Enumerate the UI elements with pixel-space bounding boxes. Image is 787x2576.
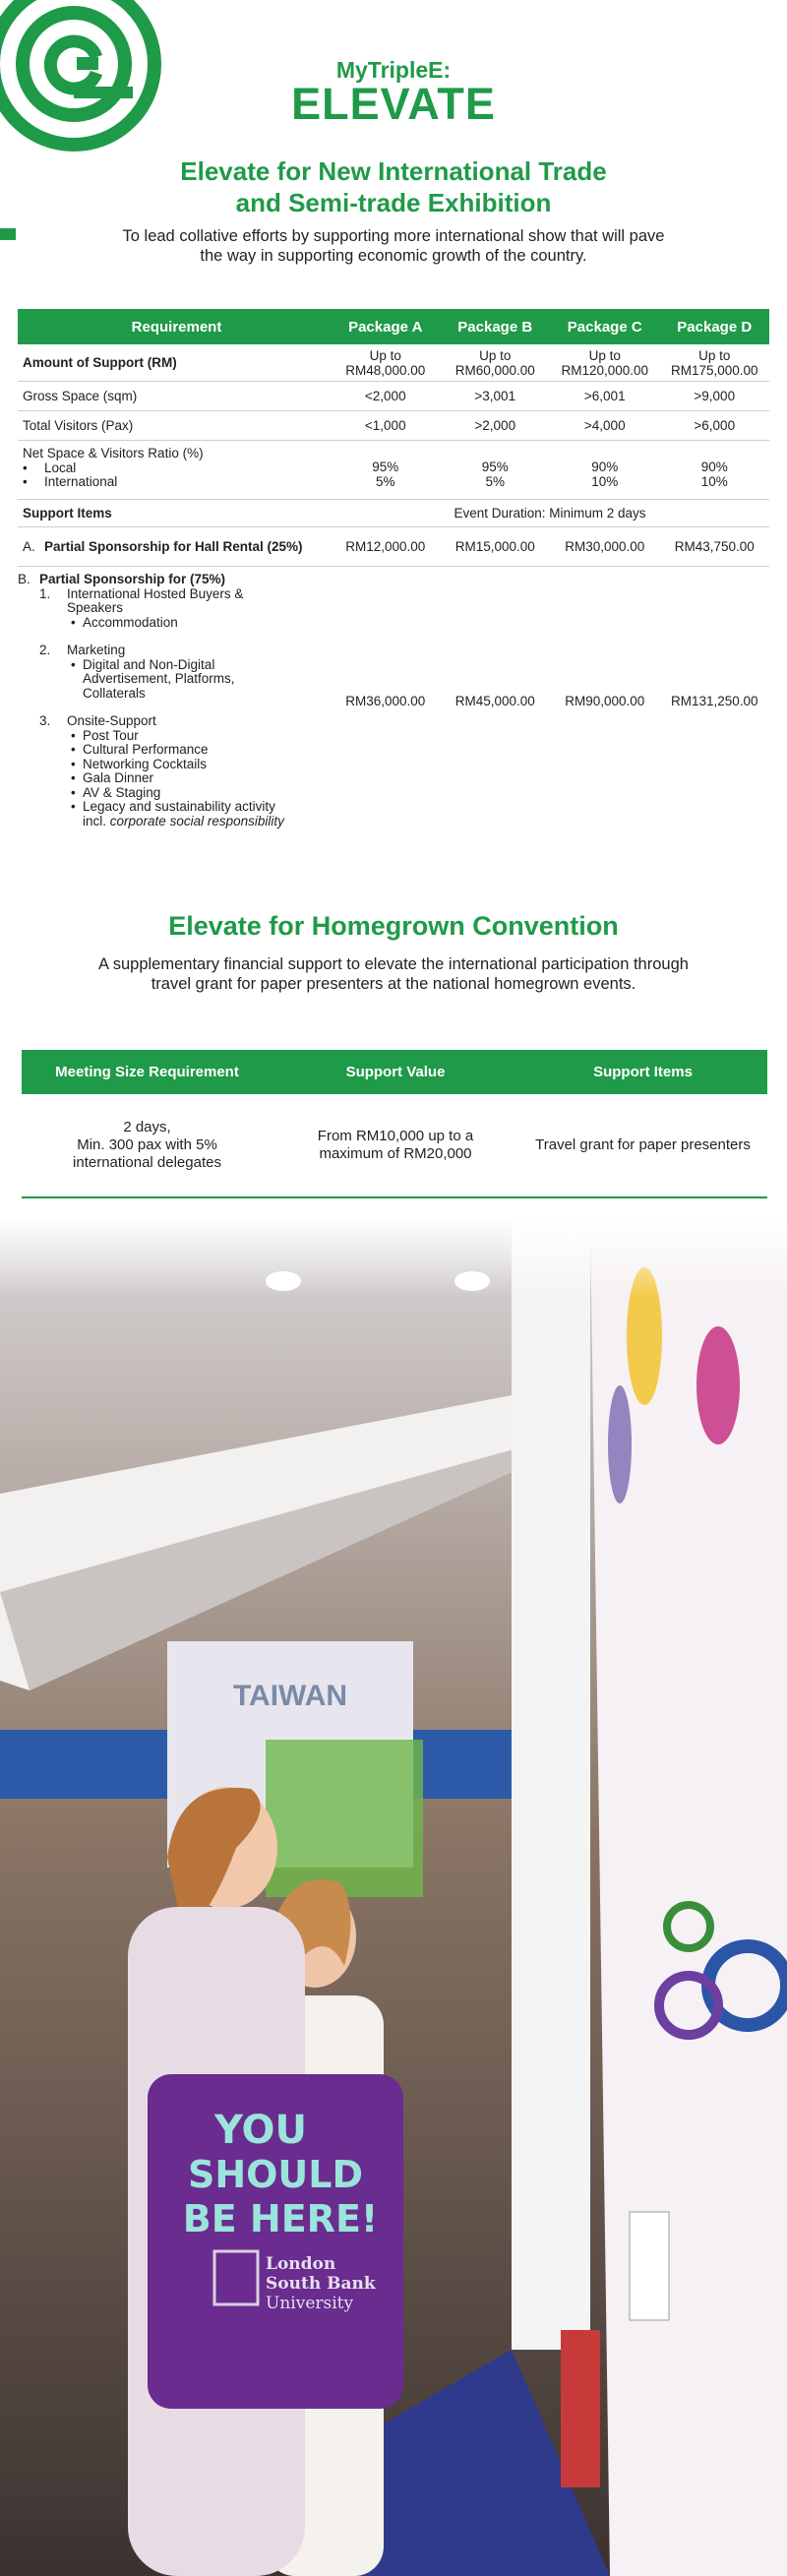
header-package-d: Package D (677, 318, 753, 336)
total-visitors-row: Total Visitors (Pax) <1,000 >2,000 >4,000 >6,000 (18, 411, 769, 441)
trade-title: Elevate for New International Trade and Semi-trade Exhibition (180, 156, 607, 217)
header-package-b: Package B (457, 318, 533, 336)
header-requirement: Requirement (131, 318, 222, 336)
booth-sign: TAIWAN (232, 1680, 348, 1712)
trade-intro: To lead collative efforts by supporting more international show that will pave the way in supporting economic growth of the country. (122, 227, 665, 265)
package-table-header (18, 309, 769, 344)
bag-brand-line1: London (266, 2254, 336, 2274)
bag-slogan-line3: BE HERE! (182, 2197, 379, 2240)
convention-row: 2 days, Min. 300 pax with 5% international delegates From RM10,000 up to a maximum of RM20,000 Travel grant for paper presenters (22, 1094, 767, 1198)
convention-table-header: Meeting Size Requirement Support Value Support Items (22, 1050, 767, 1094)
logo-accent-bar (0, 228, 16, 240)
amount-c: Up to RM120,000.00 (561, 347, 649, 378)
bag-brand-line2: South Bank (266, 2274, 376, 2294)
gross-space-row: Gross Space (sqm) <2,000 >3,001 >6,001 >9,000 (18, 382, 769, 411)
amount-a: Up to RM48,000.00 (345, 347, 426, 378)
amount-d: Up to RM175,000.00 (670, 347, 758, 378)
header-package-c: Package C (567, 318, 642, 336)
partial-sponsorship-row: B. Partial Sponsorship for (75%) 1. International Hosted Buyers & Speakers • Accommodation 2. Marketing • Digital and Non-Digital Advertisement, Platforms, Collaterals 3. Onsite-Support • Post Tour • Cultural Performance • Networking Cocktails • Gala Dinner • AV & Staging • Legacy and sustainability activity incl. corporate social responsibility RM36,000.00 RM45,000.00 RM90,000.00 RM131,250.00 (18, 572, 758, 828)
package-table (18, 309, 769, 834)
header-package-a: Package A (348, 318, 423, 336)
amount-row: Amount of Support (RM) Up to RM48,000.00 Up to RM60,000.00 Up to RM120,000.00 Up to RM175,000.00 (18, 344, 769, 382)
convention-table (22, 1050, 767, 1198)
amount-b: Up to RM60,000.00 (454, 347, 535, 378)
bag-slogan-line1: YOU (213, 2108, 308, 2153)
convention-intro: A supplementary financial support to elevate the international participation through travel grant for paper presenters at the national homegrown events. (98, 955, 689, 993)
brand-subtitle: MyTripleE: (335, 57, 452, 83)
exhibition-photo (0, 1218, 787, 2576)
bag-slogan-line2: SHOULD (187, 2153, 364, 2196)
convention-title: Elevate for Homegrown Convention (168, 911, 619, 941)
bag-brand-line3: University (266, 2294, 354, 2313)
support-items-row: Support Items Event Duration: Minimum 2 days (18, 500, 769, 527)
event-duration-note: Event Duration: Minimum 2 days (454, 506, 646, 521)
hall-rental-row: A. Partial Sponsorship for Hall Rental (25%) RM12,000.00 RM15,000.00 RM30,000.00 RM43,750.00 (18, 527, 769, 567)
ratio-row: Net Space & Visitors Ratio (%) • Local • International 95% 5% 95% 5% 90% 10% 90% 10% (18, 441, 769, 500)
brand-title: ELEVATE (291, 79, 496, 129)
